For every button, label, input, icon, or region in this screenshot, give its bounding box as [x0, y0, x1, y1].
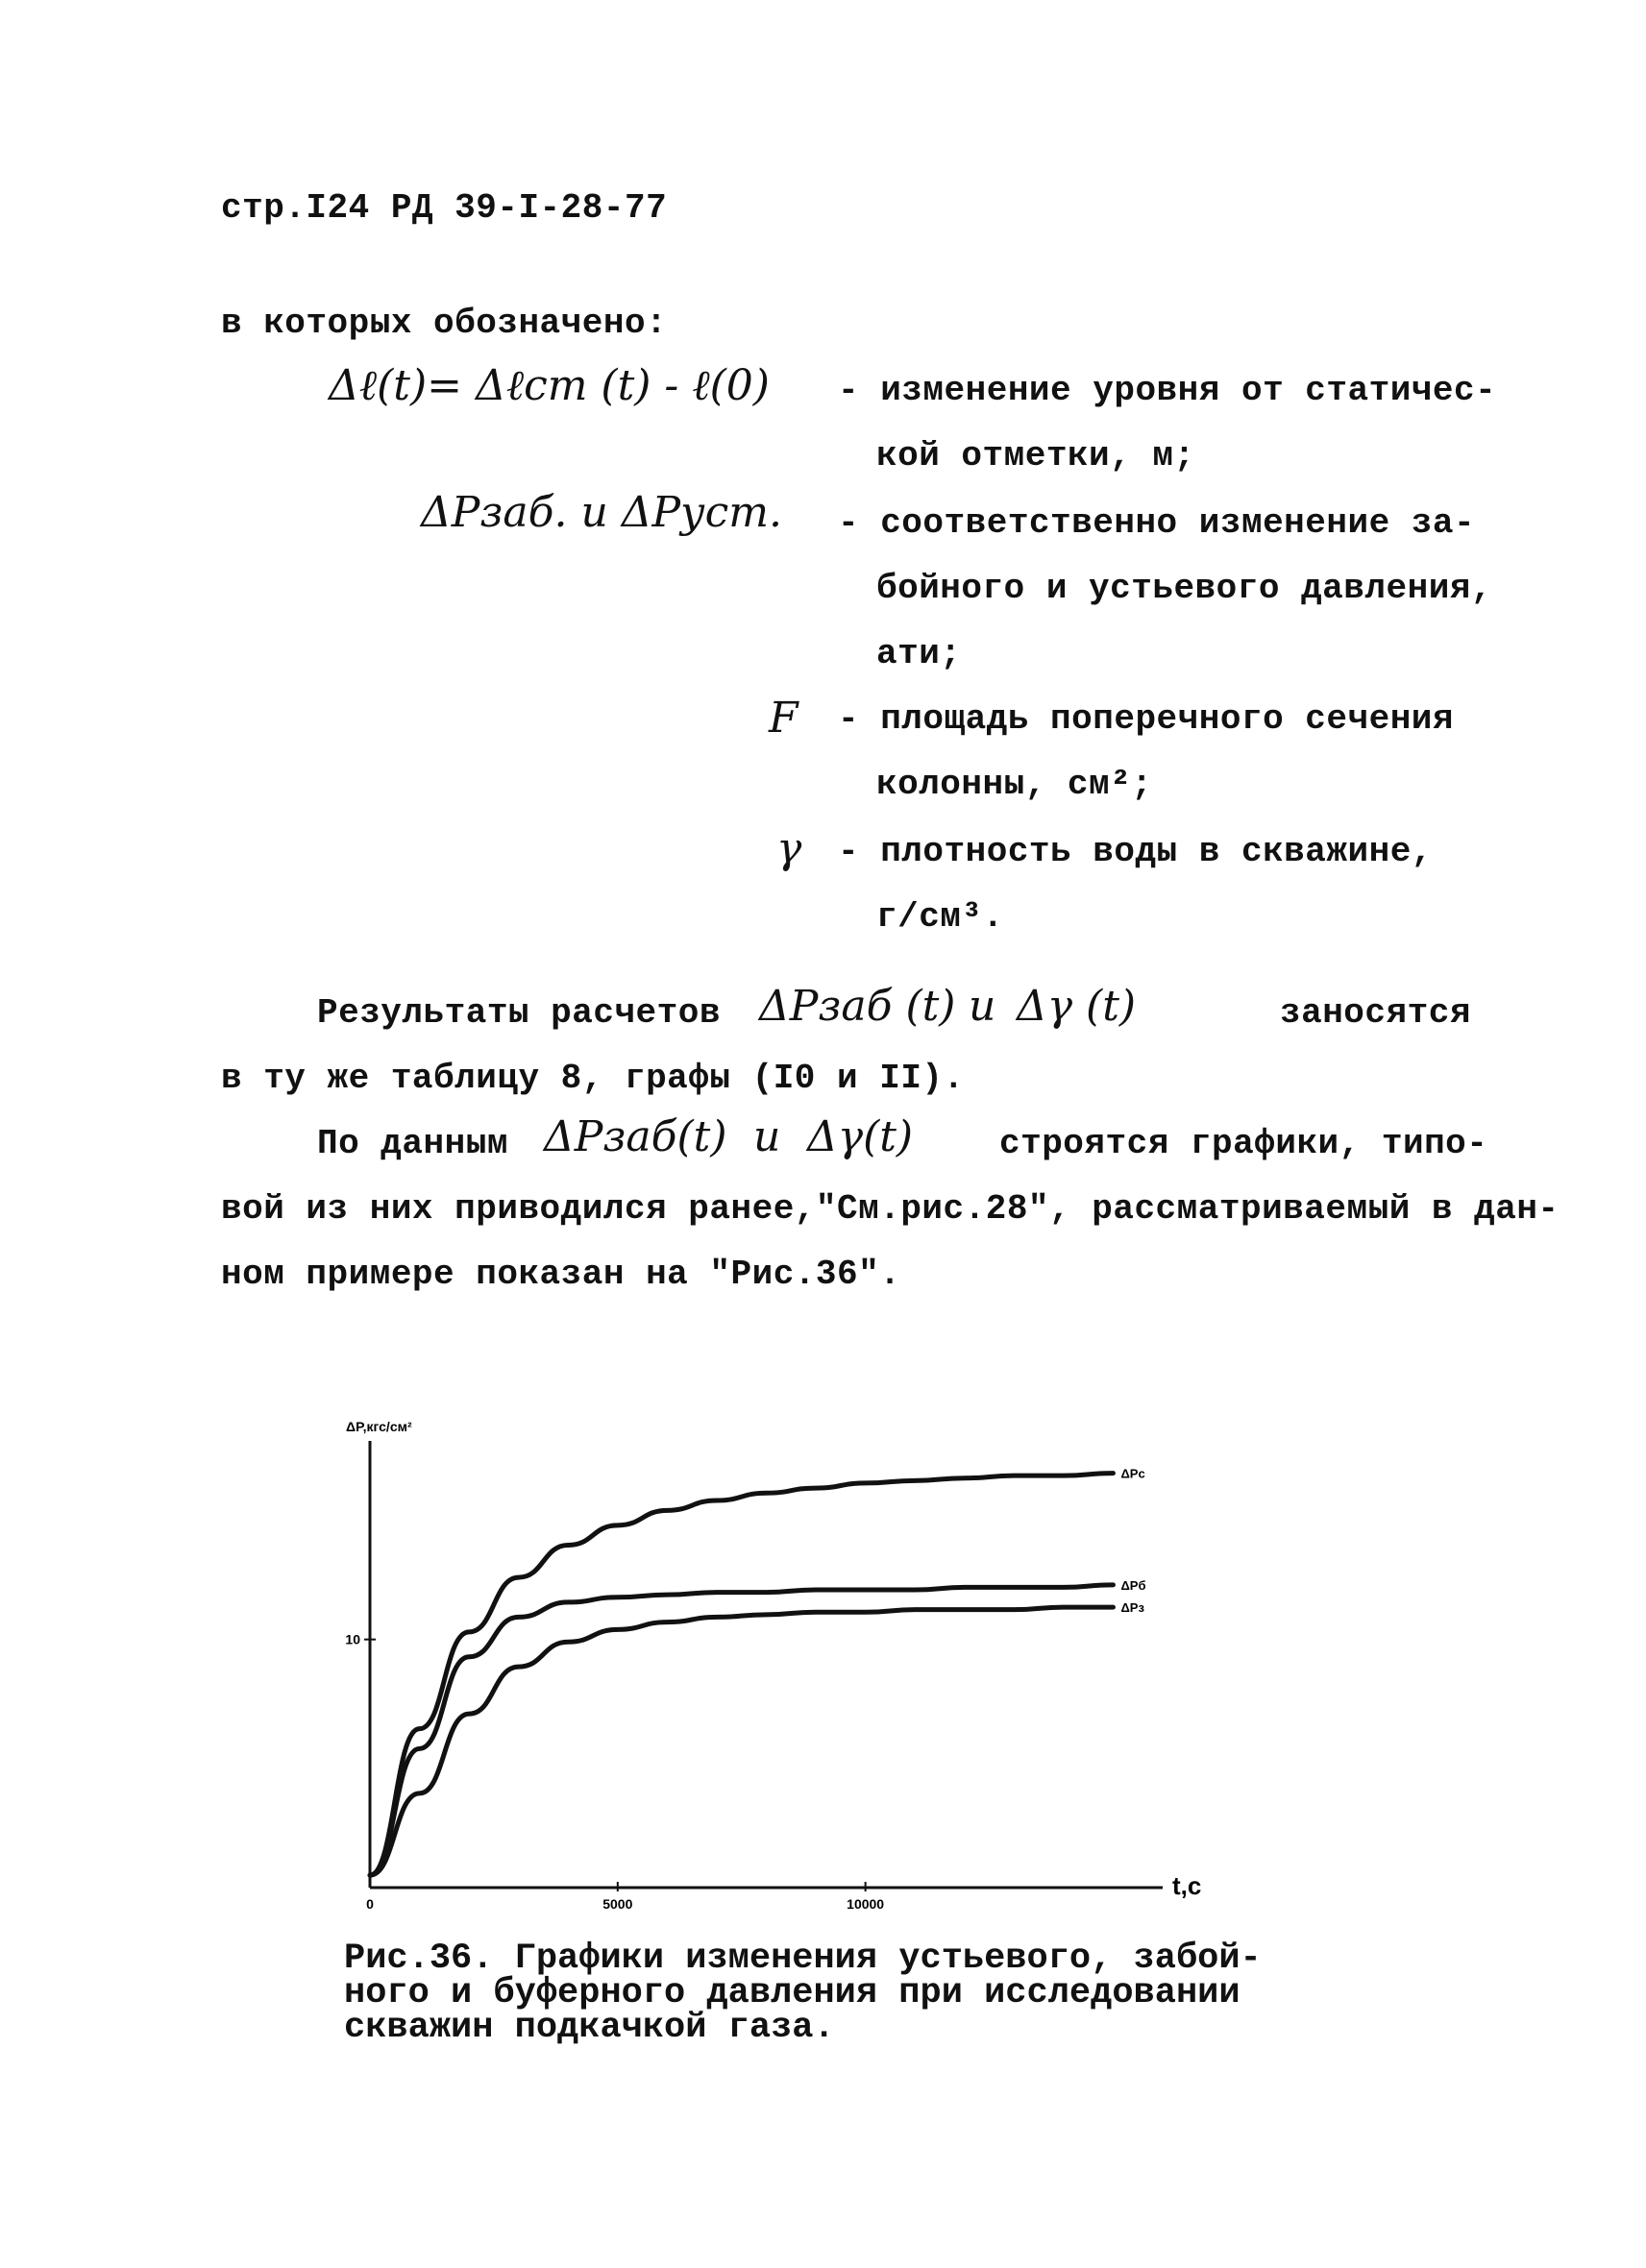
definition-symbol-density: γ	[776, 824, 802, 873]
paragraph1-formula1: ΔPзаб (t)	[759, 982, 956, 1031]
series-label-2: ΔPз	[1120, 1600, 1144, 1616]
tick-group	[345, 1632, 884, 1912]
y-axis-label: ΔP,кгс/см²	[346, 1419, 412, 1434]
definition-text-area-1: - площадь поперечного сечения	[838, 699, 1455, 739]
series-line-0	[370, 1474, 1113, 1876]
definition-text-area-2: колонны, см²;	[876, 765, 1153, 804]
series-group	[370, 1474, 1113, 1876]
series-label-1: ΔPб	[1120, 1577, 1146, 1593]
y-tick-label: 10	[345, 1631, 360, 1647]
paragraph2-line3: ном примере показан на "Рис.36".	[221, 1255, 901, 1294]
series-label-0: ΔPc	[1120, 1466, 1145, 1481]
figure-caption-line2: ного и буферного давления при исследовании	[344, 1973, 1241, 2013]
paragraph2-formula1: ΔPзаб(t)	[544, 1112, 727, 1161]
paragraph1-formula2: Δγ (t)	[1017, 982, 1137, 1031]
definition-text-pressure-1: - соответственно изменение за-	[838, 503, 1476, 543]
intro-text: в которых обозначено:	[221, 304, 668, 343]
definition-text-density-2: г/см³.	[876, 897, 1004, 937]
paragraph1-start: Результаты расчетов	[317, 993, 721, 1033]
series-label-group	[1120, 1467, 1145, 1616]
definition-text-pressure-2: бойного и устьевого давления,	[876, 569, 1493, 608]
pressure-chart	[317, 1402, 1240, 1960]
figure-caption-line3: скважин подкачкой газа.	[344, 2008, 835, 2048]
paragraph2-end: строятся графики, типо-	[999, 1124, 1488, 1163]
definition-text-density-1: - плотность воды в скважине,	[838, 832, 1433, 871]
definition-text-level-1: - изменение уровня от статичес-	[838, 371, 1497, 410]
x-tick-label: 10000	[847, 1896, 885, 1912]
definition-symbol-area: F	[769, 694, 798, 743]
paragraph2-conj: и	[753, 1112, 781, 1161]
x-axis-label: t,c	[1172, 1871, 1202, 1900]
x-tick-label: 5000	[602, 1896, 633, 1912]
paragraph1-line2: в ту же таблицу 8, графы (I0 и II).	[221, 1059, 965, 1098]
paragraph2-formula2: Δγ(t)	[807, 1112, 914, 1161]
series-line-2	[370, 1607, 1113, 1875]
paragraph2-start: По данным	[317, 1124, 508, 1163]
definition-text-pressure-3: ати;	[876, 634, 962, 673]
page-header: стр.I24 РД 39-I-28-77	[221, 188, 668, 228]
paragraph1-end: заносятся	[1280, 993, 1471, 1033]
x-tick-label: 0	[366, 1896, 374, 1912]
figure-caption-line1: Рис.36. Графики изменения устьевого, забой-	[344, 1939, 1262, 1979]
paragraph2-line2: вой из них приводился ранее,"См.рис.28", рассматриваемый в дан-	[221, 1189, 1560, 1229]
paragraph1-conj: и	[969, 982, 996, 1031]
definition-text-level-2: кой отметки, м;	[876, 436, 1195, 476]
definition-symbol-pressure: ΔPзаб. и ΔPуст.	[421, 488, 783, 537]
definition-symbol-level: Δℓ(t)= Δℓcm (t) - ℓ(0)	[329, 361, 770, 410]
